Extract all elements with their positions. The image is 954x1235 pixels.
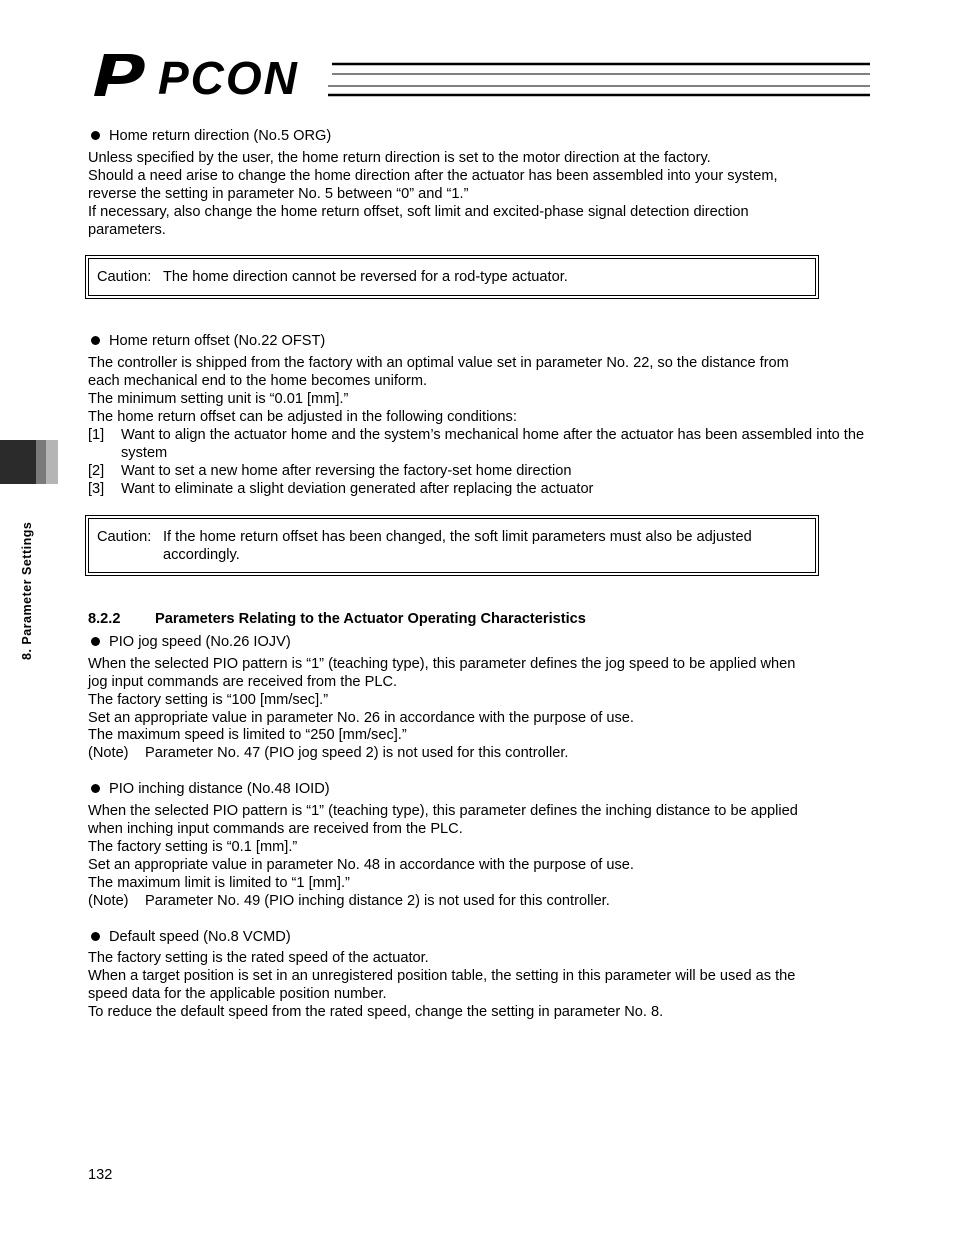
paragraph-line: The maximum speed is limited to “250 [mm/sec].” [88,727,407,743]
bullet-icon [91,784,100,793]
paragraph-line: To reduce the default speed from the rated speed, change the setting in parameter No. 8. [88,1004,664,1020]
note-label: (Note) [88,745,129,761]
logo-text: PCON [158,52,299,100]
chapter-tab-shade [36,440,46,484]
paragraph-line: Set an appropriate value in parameter No. 48 in accordance with the purpose of use. [88,857,634,873]
paragraph-line: The factory setting is the rated speed of the actuator. [88,950,429,966]
bullet-icon [91,336,100,345]
default-speed-title: Default speed (No.8 VCMD) [88,928,291,946]
paragraph-line: The factory setting is “0.1 [mm].” [88,839,298,855]
bullet-icon [91,932,100,941]
home-direction-title: Home return direction (No.5 ORG) [88,127,331,145]
paragraph-line: The minimum setting unit is “0.01 [mm].” [88,391,349,407]
caution-label: Caution: [97,269,152,285]
inching-distance-title: PIO inching distance (No.48 IOID) [88,780,330,798]
paragraph-line: When the selected PIO pattern is “1” (teaching type), this parameter defines the jog speed to be applied when [88,656,796,672]
paragraph-line: When the selected PIO pattern is “1” (teaching type), this parameter defines the inching distance to be applied [88,803,798,819]
section-title: Parameters Relating to the Actuator Operating Characteristics [155,611,586,627]
section-number: 8.2.2 [88,611,121,627]
paragraph-line: The home return offset can be adjusted in the following conditions: [88,409,517,425]
jog-speed-title: PIO jog speed (No.26 IOJV) [88,633,291,651]
paragraph-line: jog input commands are received from the PLC. [88,674,398,690]
note [88,892,610,910]
paragraph-line: when inching input commands are received from the PLC. [88,821,463,837]
note-label: (Note) [88,893,129,909]
list-item-number: [3] [88,481,105,497]
list-item-number: [1] [88,427,105,443]
paragraph-line: The controller is shipped from the factory with an optimal value set in parameter No. 22, so the distance from [88,355,789,371]
bullet-icon [91,637,100,646]
section-heading [88,610,586,628]
home-offset-title: Home return offset (No.22 OFST) [88,332,325,350]
paragraph-line: The factory setting is “100 [mm/sec].” [88,692,329,708]
paragraph-line: Unless specified by the user, the home return direction is set to the motor direction at the factory. [88,150,711,166]
paragraph-line: parameters. [88,222,166,238]
pcon-logo [88,46,878,100]
caution-box [88,518,816,573]
paragraph-line: reverse the setting in parameter No. 5 between “0” and “1.” [88,186,469,202]
list-item-text: Want to eliminate a slight deviation generated after replacing the actuator [121,481,594,497]
caution-text: If the home return offset has been changed, the soft limit parameters must also be adjusted accordingly. [163,529,752,563]
paragraph-line: If necessary, also change the home return offset, soft limit and excited-phase signal detection direction [88,204,749,220]
caution-label: Caution: [97,529,152,545]
note-text: Parameter No. 47 (PIO jog speed 2) is not used for this controller. [145,745,569,761]
paragraph-line: Should a need arise to change the home direction after the actuator has been assembled into your system, [88,168,778,184]
note [88,744,568,762]
caution-box [88,258,816,296]
list-item-text: Want to set a new home after reversing the factory-set home direction [121,463,572,479]
paragraph-line: The maximum limit is limited to “1 [mm].” [88,875,350,891]
note-text: Parameter No. 49 (PIO inching distance 2) is not used for this controller. [145,893,610,909]
page-number: 132 [88,1167,113,1183]
chapter-side-label: 8. Parameter Settings [20,521,34,660]
paragraph-line: speed data for the applicable position number. [88,986,387,1002]
chapter-tab-shade-light [46,440,58,484]
paragraph-line: Set an appropriate value in parameter No. 26 in accordance with the purpose of use. [88,710,634,726]
list-item-text: Want to align the actuator home and the system’s mechanical home after the actuator has been assembled into the system [121,427,865,461]
paragraph-line: each mechanical end to the home becomes uniform. [88,373,428,389]
caution-text: The home direction cannot be reversed for a rod-type actuator. [163,269,568,285]
list-item-number: [2] [88,463,105,479]
bullet-icon [91,131,100,140]
paragraph-line: When a target position is set in an unregistered position table, the setting in this parameter will be used as the [88,968,796,984]
